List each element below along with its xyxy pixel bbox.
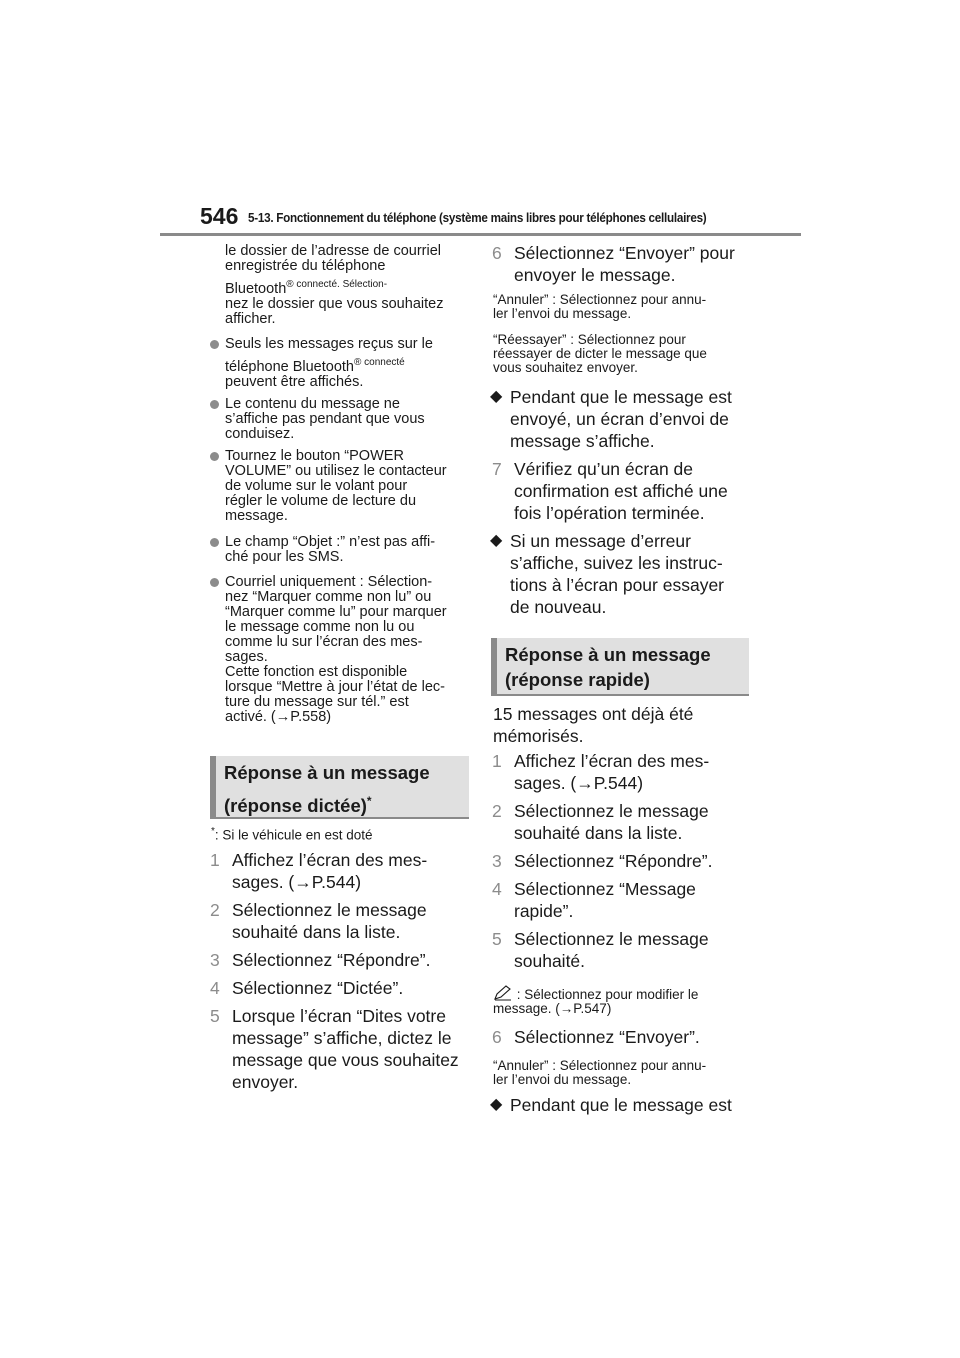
step-number: 5: [492, 929, 502, 949]
step-line: Affichez l’écran des mes-: [232, 850, 428, 870]
step-line: envoyer.: [232, 1072, 299, 1092]
bullet-line: message.: [225, 508, 288, 524]
diamond-line: envoyé, un écran d’envoi de: [510, 409, 729, 429]
step-item: [210, 977, 472, 999]
step-item: [210, 899, 472, 943]
header-title: 5-13. Fonctionnement du téléphone (système mains libres pour téléphones cellulaires): [248, 210, 707, 225]
bullet-line: lorsque “Mettre à jour l’état de lec-: [225, 679, 446, 695]
step-item: [492, 878, 754, 922]
step-number: 2: [210, 900, 220, 920]
bullet-line: peuvent être affichés.: [225, 373, 364, 390]
section-heading-dictated: [210, 756, 469, 819]
step-line: Sélectionnez “Envoyer” pour: [514, 243, 735, 263]
bullet-line: ture du message sur tél.” est: [225, 694, 409, 710]
bullet-item: [225, 397, 475, 442]
step-line: Sélectionnez “Envoyer”.: [514, 1027, 700, 1047]
step-item: [492, 850, 754, 872]
step-item: [210, 949, 472, 971]
bullet-line: régler le volume de lecture du: [225, 493, 417, 509]
note-line: message. (→P.547): [493, 1001, 612, 1016]
section-title-line: (réponse rapide): [505, 669, 650, 690]
note-retry: [493, 333, 753, 375]
step-line: Sélectionnez “Répondre”.: [514, 851, 713, 871]
intro-line: nez le dossier que vous souhaitez: [225, 295, 444, 312]
step-item: [492, 1026, 754, 1048]
step-number: 1: [492, 751, 502, 771]
intro-line: 15 messages ont déjà été: [493, 704, 694, 724]
step-item: [492, 458, 754, 524]
bullet-line: le message comme non lu ou: [225, 619, 415, 635]
step-line: message que vous souhaitez: [232, 1050, 459, 1070]
step-number: 2: [492, 801, 502, 821]
step-item: [492, 928, 754, 972]
bullet-line: sages.: [225, 649, 268, 665]
step-line: Sélectionnez le message: [514, 929, 709, 949]
step-number: 3: [210, 950, 220, 970]
step-number: 4: [492, 879, 502, 899]
intro-line: le dossier de l’adresse de courriel: [225, 243, 441, 259]
diamond-item: [510, 1094, 750, 1116]
section-title-line: (réponse dictée)*: [224, 794, 372, 817]
step-line: message” s’affiche, dictez le: [232, 1028, 452, 1048]
diamond-item: [510, 530, 750, 618]
step-line: souhaité.: [514, 951, 586, 971]
header-rule: [160, 233, 801, 236]
step-line: confirmation est affiché une: [514, 481, 728, 501]
step-line: rapide”.: [514, 901, 574, 921]
step-number: 6: [492, 1027, 502, 1047]
note-line: “Annuler” : Sélectionnez pour annu-: [493, 1058, 707, 1073]
diamond-line: ◆ Si un message d’erreur: [510, 531, 691, 551]
step-number: 3: [492, 851, 502, 871]
diamond-line: tions à l’écran pour essayer: [510, 575, 724, 595]
bullet-line: Cette fonction est disponible: [225, 664, 408, 680]
bullet-line: Tournez le bouton “POWER: [225, 448, 404, 464]
bullet-item: [225, 449, 475, 524]
diamond-line: ◆ Pendant que le message est: [510, 387, 732, 407]
bullet-line: VOLUME” ou utilisez le contacteur: [225, 463, 447, 479]
bullet-item: [225, 337, 475, 390]
step-line: sages. (→P.544): [232, 872, 362, 892]
note-cancel: [493, 1059, 753, 1087]
quick-intro: [493, 703, 743, 747]
step-line: Sélectionnez le message: [232, 900, 427, 920]
diamond-line: ◆ Pendant que le message est: [510, 1095, 732, 1115]
section-title-line: Réponse à un message: [505, 644, 711, 665]
section-title-line: Réponse à un message: [224, 762, 430, 783]
step-line: Lorsque l’écran “Dites votre: [232, 1006, 446, 1026]
bullet-line: de volume sur le volant pour: [225, 478, 408, 494]
step-number: 1: [210, 850, 220, 870]
note-line: “Annuler” : Sélectionnez pour annu-: [493, 292, 707, 307]
page-number: 546: [200, 203, 239, 229]
bullet-line: s’affiche pas pendant que vous: [225, 411, 425, 427]
step-line: Sélectionnez “Dictée”.: [232, 978, 404, 998]
diamond-line: message s’affiche.: [510, 431, 655, 451]
step-line: souhaité dans la liste.: [514, 823, 683, 843]
note-line: “Réessayer” : Sélectionnez pour: [493, 332, 686, 347]
bullet-line: ché pour les SMS.: [225, 549, 344, 565]
step-number: 6: [492, 243, 502, 263]
note-line: : Sélectionnez pour modifier le: [493, 985, 753, 1002]
note-line: réessayer de dicter le message que: [493, 346, 707, 361]
note-line: ler l’envoi du message.: [493, 1072, 632, 1087]
step-item: [492, 800, 754, 844]
step-item: [492, 750, 754, 794]
diamond-line: s’affiche, suivez les instruc-: [510, 553, 723, 573]
bullet-line: Le champ “Objet :” n’est pas affi-: [225, 534, 436, 550]
intro-line: mémorisés.: [493, 726, 584, 746]
diamond-line: de nouveau.: [510, 597, 607, 617]
section-heading-quick: [491, 638, 749, 696]
step-item: [210, 849, 472, 893]
bullet-line: nez “Marquer comme non lu” ou: [225, 589, 432, 605]
step-line: Sélectionnez “Message: [514, 879, 696, 899]
note-line: ler l’envoi du message.: [493, 306, 632, 321]
intro-text: [225, 244, 475, 327]
step-number: 5: [210, 1006, 220, 1026]
note-cancel: [493, 293, 753, 321]
bullet-line: téléphone Bluetooth$^{® connecté}$: [225, 357, 405, 375]
step-line: Vérifiez qu’un écran de: [514, 459, 693, 479]
bullet-line: Courriel uniquement : Sélection-: [225, 574, 433, 590]
step-line: sages. (→P.544): [514, 773, 644, 793]
intro-line: Bluetooth$^{® connecté. Sélection-}$: [225, 279, 388, 297]
step-line: souhaité dans la liste.: [232, 922, 401, 942]
step-item: [210, 1005, 477, 1093]
step-line: envoyer le message.: [514, 265, 676, 285]
pencil-icon: [493, 985, 513, 1001]
step-line: Sélectionnez le message: [514, 801, 709, 821]
bullet-item: [225, 575, 475, 725]
step-line: Affichez l’écran des mes-: [514, 751, 710, 771]
bullet-line: Le contenu du message ne: [225, 396, 400, 412]
step-item: [492, 242, 754, 286]
intro-line: enregistrée du téléphone: [225, 258, 386, 274]
note-line: vous souhaitez envoyer.: [493, 360, 638, 375]
pencil-note: [493, 985, 753, 1016]
footnote: *: Si le véhicule en est doté: [211, 826, 373, 843]
bullet-line: “Marquer comme lu” pour marquer: [225, 604, 447, 620]
intro-line: afficher.: [225, 310, 276, 327]
step-number: 7: [492, 459, 502, 479]
step-line: fois l’opération terminée.: [514, 503, 705, 523]
bullet-line: activé. (→P.558): [225, 709, 332, 725]
diamond-item: [510, 386, 750, 452]
bullet-line: comme lu sur l’écran des mes-: [225, 634, 423, 650]
step-number: 4: [210, 978, 220, 998]
bullet-line: Seuls les messages reçus sur le: [225, 336, 433, 352]
bullet-item: [225, 535, 475, 565]
step-line: Sélectionnez “Répondre”.: [232, 950, 431, 970]
bullet-line: conduisez.: [225, 426, 295, 442]
